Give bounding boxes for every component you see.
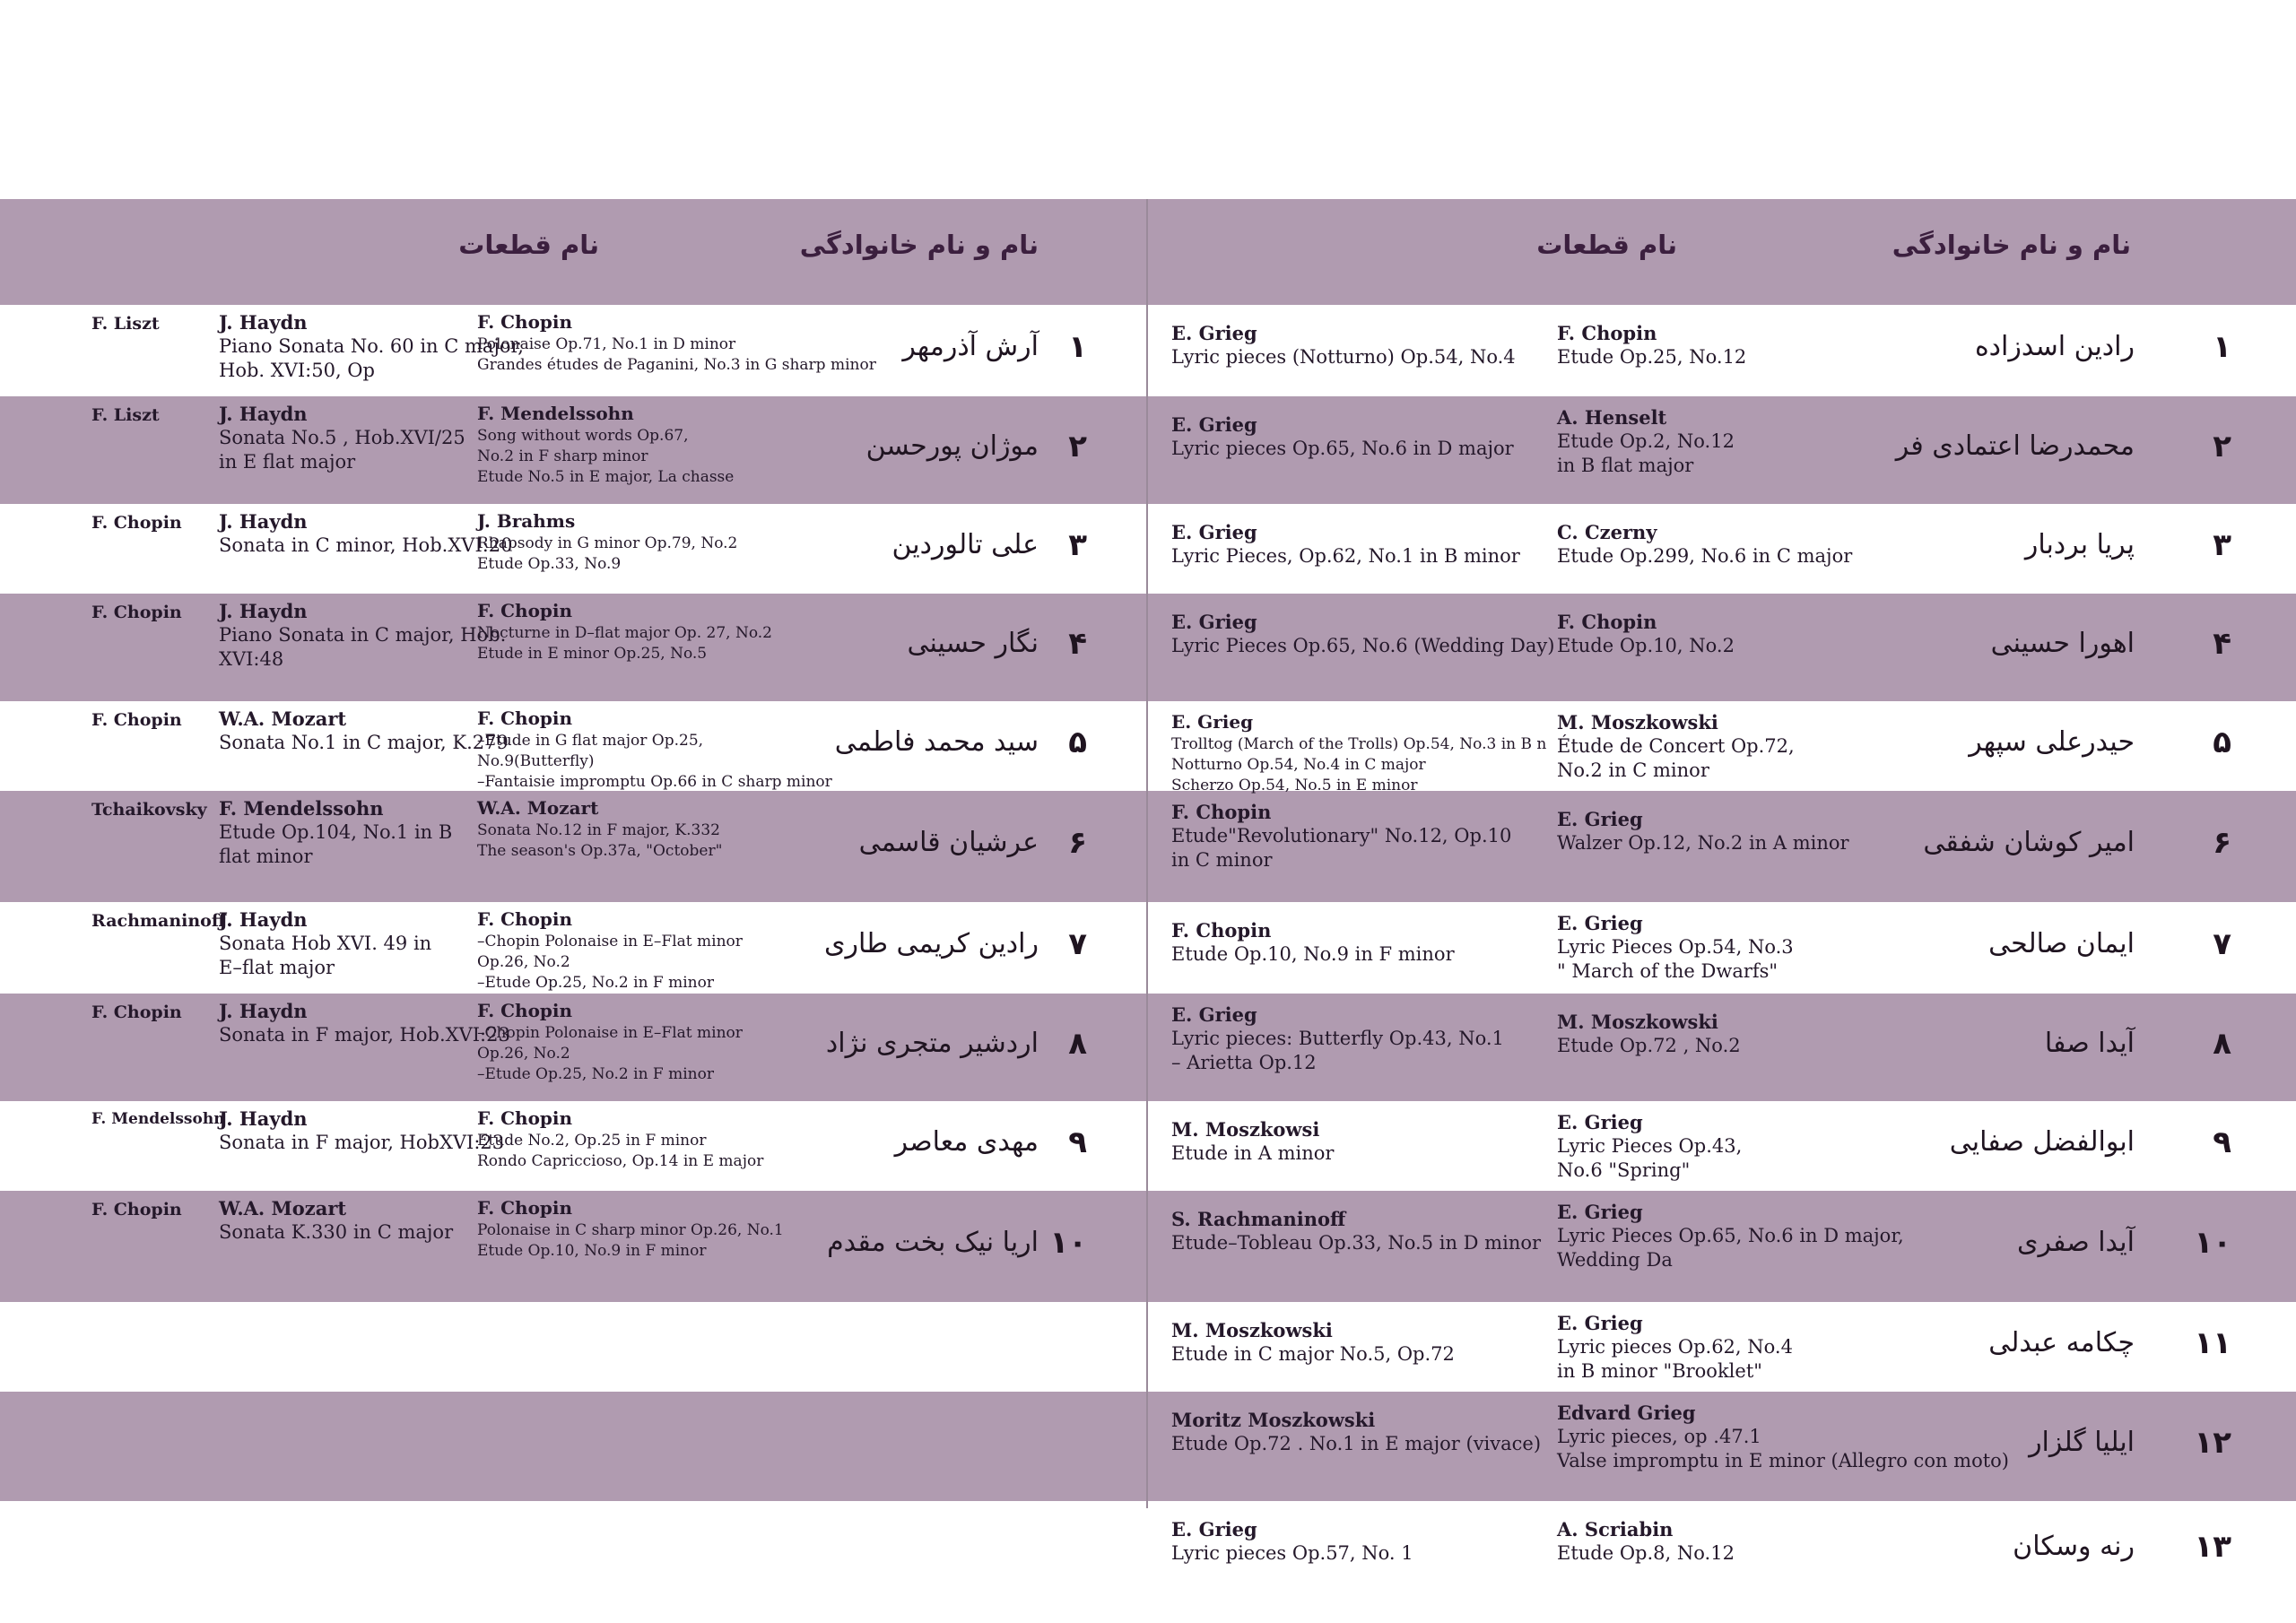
composer-name: E. Grieg bbox=[1171, 711, 1254, 733]
piece-title: Lyric pieces Op.57, No. 1 bbox=[1171, 1542, 1413, 1564]
piece-title: Rhapsody in G minor Op.79, No.2 bbox=[477, 534, 738, 552]
piece-title: in E flat major bbox=[219, 451, 356, 473]
piece-title: Hob. XVI:50, Op bbox=[219, 360, 375, 381]
piece-title: Étude de Concert Op.72, bbox=[1557, 735, 1795, 757]
row-number: ۵ bbox=[2213, 725, 2231, 760]
piece-cell bbox=[219, 599, 506, 672]
piece-cell bbox=[477, 1196, 784, 1262]
composer-name: J. Brahms bbox=[477, 510, 576, 532]
piece-title: Lyric Pieces Op.43, bbox=[1557, 1135, 1743, 1157]
piece-title: in B flat major bbox=[1557, 455, 1694, 476]
piece-cell bbox=[1171, 918, 1455, 967]
piece-title: Trolltog (March of the Trolls) Op.54, No.3 in B n bbox=[1171, 735, 1547, 753]
piece-cell bbox=[1171, 800, 1511, 872]
piece-title: Grandes études de Paganini, No.3 in G sharp minor bbox=[477, 356, 876, 374]
composer-name: F. Chopin bbox=[1557, 611, 1657, 633]
piece-title: Lyric Pieces Op.65, No.6 (Wedding Day) bbox=[1171, 635, 1555, 656]
piece-title: in C minor bbox=[1171, 849, 1273, 871]
piece-cell bbox=[1557, 1110, 1742, 1183]
piece-title: Walzer Op.12, No.2 in A minor bbox=[1557, 832, 1849, 854]
piece-cell bbox=[219, 1107, 504, 1155]
row-number: ۳ bbox=[2213, 527, 2231, 563]
piece-title: Wedding Da bbox=[1557, 1249, 1673, 1271]
piece-title: Etude in E minor Op.25, No.5 bbox=[477, 645, 708, 663]
performer-name: آرش آذرمهر bbox=[902, 331, 1039, 362]
composer-name: Tchaikovsky bbox=[91, 800, 207, 820]
composer-name: F. Chopin bbox=[477, 1107, 573, 1129]
piece-cell bbox=[1557, 321, 1746, 369]
piece-title: Etude in A minor bbox=[1171, 1142, 1335, 1164]
right-col-pieces-header: نام قطعات bbox=[1536, 230, 1677, 260]
piece-title: Polonaise in C sharp minor Op.26, No.1 bbox=[477, 1221, 784, 1239]
row-number: ۹ bbox=[1068, 1124, 1087, 1160]
composer-name: J. Haydn bbox=[219, 403, 308, 425]
piece-title: Lyric Pieces, Op.62, No.1 in B minor bbox=[1171, 545, 1520, 567]
composer-name: F. Mendelssohn bbox=[219, 797, 384, 820]
left-col-name-header: نام و نام خانوادگی bbox=[799, 230, 1039, 260]
composer-name: F. Chopin bbox=[477, 1000, 573, 1021]
piece-cell bbox=[1557, 1401, 2009, 1473]
composer-name: F. Chopin bbox=[91, 603, 182, 622]
piece-cell bbox=[1171, 1117, 1334, 1166]
piece-title: No.2 in F sharp minor bbox=[477, 447, 648, 465]
right-col-name-header: نام و نام خانوادگی bbox=[1892, 230, 2131, 260]
piece-title: E–flat major bbox=[219, 957, 335, 978]
piece-cell bbox=[477, 907, 743, 994]
piece-cell bbox=[477, 707, 832, 793]
composer-name: S. Rachmaninoff bbox=[1171, 1208, 1346, 1230]
piece-cell bbox=[1171, 1207, 1541, 1255]
piece-title: – Arietta Op.12 bbox=[1171, 1052, 1317, 1073]
performer-name: رادین اسدزاده bbox=[1974, 331, 2135, 362]
composer-name: F. Chopin bbox=[91, 513, 182, 533]
piece-cell bbox=[219, 907, 431, 980]
piece-cell bbox=[477, 402, 734, 488]
piece-cell bbox=[1171, 1517, 1413, 1566]
piece-title: No.9(Butterfly) bbox=[477, 752, 595, 770]
piece-cell bbox=[219, 707, 509, 755]
piece-title: Etude Op.10, No.9 in F minor bbox=[477, 1242, 707, 1260]
composer-name: A. Henselt bbox=[1557, 406, 1667, 429]
piece-title: Sonata No.1 in C major, K.279 bbox=[219, 732, 509, 753]
piece-title: " March of the Dwarfs" bbox=[1557, 960, 1779, 982]
composer-name: Rachmaninoff bbox=[91, 911, 226, 931]
piece-title: flat minor bbox=[219, 846, 313, 867]
performer-name: ایمان صالحی bbox=[1988, 928, 2135, 959]
piece-title: Sonata Hob XVI. 49 in bbox=[219, 933, 432, 954]
piece-cell bbox=[1557, 710, 1795, 783]
composer-name: J. Haydn bbox=[219, 600, 308, 622]
piece-title: Etude No.2, Op.25 in F minor bbox=[477, 1132, 707, 1150]
row-number: ۶ bbox=[1068, 825, 1087, 861]
piece-cell bbox=[477, 796, 722, 862]
row-number: ۸ bbox=[1068, 1026, 1087, 1062]
piece-title: Etude Op.299, No.6 in C major bbox=[1557, 545, 1853, 567]
composer-name: W.A. Mozart bbox=[219, 707, 347, 730]
piece-title: XVI:48 bbox=[219, 648, 284, 670]
performer-name: اهورا حسینی bbox=[1990, 628, 2135, 659]
piece-cell bbox=[1171, 520, 1520, 568]
piece-title: Etude Op.72 . No.1 in E major (vivace) bbox=[1171, 1433, 1542, 1454]
row-number: ۹ bbox=[2213, 1124, 2231, 1160]
composer-name: F. Chopin bbox=[477, 1197, 573, 1219]
row-number: ۱۲ bbox=[2194, 1425, 2231, 1461]
row-number: ۴ bbox=[1068, 626, 1087, 662]
piece-cell bbox=[1171, 610, 1554, 658]
piece-title: –Chopin Polonaise in E–Flat minor bbox=[477, 933, 743, 950]
composer-name: E. Grieg bbox=[1557, 1201, 1643, 1223]
composer-name: J. Haydn bbox=[219, 311, 308, 334]
composer-name: J. Haydn bbox=[219, 908, 308, 931]
piece-title: Song without words Op.67, bbox=[477, 427, 689, 445]
piece-cell bbox=[1171, 321, 1516, 369]
composer-name: Moritz Moszkowski bbox=[1171, 1409, 1376, 1431]
piece-cell bbox=[1557, 610, 1735, 658]
performer-name: ابوالفضل صفایی bbox=[1949, 1126, 2135, 1158]
composer-name: E. Grieg bbox=[1171, 521, 1257, 543]
piece-title: Etude–Tobleau Op.33, No.5 in D minor bbox=[1171, 1232, 1542, 1254]
performer-name: نگار حسینی bbox=[907, 628, 1039, 659]
row-number: ۷ bbox=[2213, 926, 2231, 962]
performer-name: علی تالوردین bbox=[891, 529, 1039, 560]
piece-title: Lyric pieces: Butterfly Op.43, No.1 bbox=[1171, 1028, 1504, 1049]
performer-name: امیر کوشان شفقی bbox=[1923, 827, 2135, 858]
row-number: ۳ bbox=[1068, 527, 1087, 563]
composer-name: W.A. Mozart bbox=[219, 1197, 347, 1219]
piece-title: Etude Op.25, No.12 bbox=[1557, 346, 1747, 368]
piece-cell bbox=[1171, 1002, 1504, 1075]
composer-name: F. Liszt bbox=[91, 405, 160, 425]
composer-name: F. Chopin bbox=[91, 1002, 182, 1022]
piece-title: Lyric Pieces Op.65, No.6 in D major, bbox=[1557, 1225, 1904, 1246]
composer-name: J. Haydn bbox=[219, 1000, 308, 1022]
piece-title: Lyric pieces (Notturno) Op.54, No.4 bbox=[1171, 346, 1516, 368]
piece-title: –Chopin Polonaise in E–Flat minor bbox=[477, 1024, 743, 1042]
piece-title: Op.26, No.2 bbox=[477, 1045, 570, 1063]
table-row-band bbox=[0, 1501, 2296, 1600]
row-number: ۶ bbox=[2213, 825, 2231, 861]
piece-cell bbox=[477, 310, 876, 376]
piece-title: Etude Op.2, No.12 bbox=[1557, 430, 1735, 452]
performer-name: ایلیا گلزار bbox=[2029, 1427, 2135, 1458]
table-row-band bbox=[0, 1302, 2296, 1392]
composer-name: E. Grieg bbox=[1171, 413, 1257, 436]
row-number: ۷ bbox=[1068, 926, 1087, 962]
row-number: ۵ bbox=[1068, 725, 1087, 760]
composer-name: F. Chopin bbox=[477, 600, 573, 621]
performer-name: آیدا صفا bbox=[2044, 1028, 2135, 1059]
piece-cell bbox=[1557, 1311, 1793, 1384]
piece-title: Piano Sonata in C major, Hob. bbox=[219, 624, 507, 646]
row-number: ۲ bbox=[1068, 429, 1087, 464]
piece-title: Etude Op.72 , No.2 bbox=[1557, 1035, 1741, 1056]
composer-name: E. Grieg bbox=[1557, 1312, 1643, 1334]
piece-title: in B minor "Brooklet" bbox=[1557, 1360, 1762, 1382]
piece-title: Lyric pieces, op .47.1 bbox=[1557, 1426, 1761, 1447]
piece-cell bbox=[477, 509, 737, 575]
composer-name: F. Chopin bbox=[1171, 919, 1272, 942]
piece-title: –Fantaisie impromptu Op.66 in C sharp minor bbox=[477, 773, 832, 791]
piece-cell bbox=[477, 1107, 763, 1172]
performer-name: حیدرعلی سپهر bbox=[1969, 726, 2135, 758]
piece-cell bbox=[477, 999, 743, 1085]
composer-name: F. Chopin bbox=[1557, 322, 1657, 344]
composer-name: W.A. Mozart bbox=[477, 797, 599, 819]
piece-cell bbox=[1557, 807, 1849, 855]
piece-title: Etude Op.10, No.9 in F minor bbox=[1171, 943, 1455, 965]
piece-cell bbox=[219, 509, 513, 558]
piece-title: Notturno Op.54, No.4 in C major bbox=[1171, 756, 1426, 774]
piece-cell bbox=[1557, 911, 1794, 984]
piece-title: –Etude Op.25, No.2 in F minor bbox=[477, 1065, 714, 1083]
composer-name: F. Mendelssohn bbox=[477, 403, 634, 424]
piece-title: Sonata in F major, HobXVI:23 bbox=[219, 1132, 505, 1153]
composer-name: E. Grieg bbox=[1557, 912, 1643, 934]
performer-name: آیدا صفری bbox=[2017, 1227, 2135, 1258]
piece-title: Etude in C major No.5, Op.72 bbox=[1171, 1343, 1455, 1365]
piece-title: Lyric Pieces Op.54, No.3 bbox=[1557, 936, 1794, 958]
composer-name: Edvard Grieg bbox=[1557, 1402, 1696, 1424]
row-number: ۱ bbox=[2213, 329, 2231, 365]
piece-title: –Etude in G flat major Op.25, bbox=[477, 732, 704, 750]
piece-cell bbox=[1557, 1010, 1741, 1058]
piece-title: Sonata No.5 , Hob.XVI/25 bbox=[219, 427, 465, 448]
composer-name: F. Chopin bbox=[91, 710, 182, 730]
piece-cell bbox=[219, 310, 524, 383]
piece-cell bbox=[219, 1196, 453, 1245]
piece-title: No.2 in C minor bbox=[1557, 759, 1709, 781]
composer-name: A. Scriabin bbox=[1557, 1518, 1674, 1541]
piece-title: Etude Op.104, No.1 in B bbox=[219, 821, 453, 843]
piece-title: Sonata in C minor, Hob.XVI:20 bbox=[219, 534, 513, 556]
piece-title: –Etude Op.25, No.2 in F minor bbox=[477, 974, 714, 992]
piece-title: Op.26, No.2 bbox=[477, 953, 570, 971]
composer-name: E. Grieg bbox=[1171, 1003, 1257, 1026]
piece-cell bbox=[1557, 1517, 1735, 1566]
piece-title: The season's Op.37a, "October" bbox=[477, 842, 723, 860]
piece-title: Sonata K.330 in C major bbox=[219, 1221, 454, 1243]
piece-title: Rondo Capriccioso, Op.14 in E major bbox=[477, 1152, 764, 1170]
composer-name: M. Moszkowsi bbox=[1171, 1118, 1320, 1141]
piece-cell bbox=[1171, 1408, 1541, 1456]
piece-cell bbox=[477, 599, 772, 664]
row-number: ۴ bbox=[2213, 626, 2231, 662]
composer-name: M. Moszkowski bbox=[1557, 1011, 1718, 1033]
performer-name: رادین کریمی طاری bbox=[824, 928, 1039, 959]
piece-cell bbox=[1557, 520, 1852, 568]
piece-cell bbox=[1557, 405, 1735, 478]
performer-name: سید محمد فاطمی bbox=[834, 726, 1039, 758]
composer-name: F. Chopin bbox=[1171, 801, 1272, 823]
piece-title: Lyric pieces Op.62, No.4 bbox=[1557, 1336, 1793, 1358]
piece-cell bbox=[1557, 1200, 1904, 1272]
piece-title: Etude Op.8, No.12 bbox=[1557, 1542, 1735, 1564]
left-col-pieces-header: نام قطعات bbox=[458, 230, 599, 260]
piece-cell bbox=[219, 999, 510, 1047]
piece-title: Valse impromptu in E minor (Allegro con moto) bbox=[1557, 1450, 2009, 1471]
row-number: ۲ bbox=[2213, 429, 2231, 464]
piece-cell bbox=[1171, 412, 1514, 461]
composer-name: F. Chopin bbox=[477, 908, 573, 930]
composer-name: E. Grieg bbox=[1557, 808, 1643, 830]
performer-name: مهدی معاصر bbox=[894, 1126, 1039, 1158]
performer-name: رنه وسکان bbox=[2013, 1531, 2135, 1562]
piece-title: Lyric pieces Op.65, No.6 in D major bbox=[1171, 438, 1514, 459]
composer-name: F. Mendelssohn bbox=[91, 1110, 225, 1128]
piece-title: Nocturne in D–flat major Op. 27, No.2 bbox=[477, 624, 772, 642]
piece-title: Etude Op.10, No.2 bbox=[1557, 635, 1735, 656]
piece-title: Etude"Revolutionary" No.12, Op.10 bbox=[1171, 825, 1512, 846]
piece-cell bbox=[1171, 1318, 1455, 1367]
row-number: ۱۱ bbox=[2194, 1325, 2231, 1361]
composer-name: J. Haydn bbox=[219, 1107, 308, 1130]
performer-name: چکامه عبدلی bbox=[1988, 1327, 2135, 1358]
piece-cell bbox=[219, 796, 452, 869]
performer-name: موژان پورحسن bbox=[865, 430, 1039, 462]
piece-title: No.6 "Spring" bbox=[1557, 1159, 1691, 1181]
piece-cell bbox=[219, 402, 465, 474]
performer-name: محمدرضا اعتمادی فر bbox=[1895, 430, 2135, 462]
performer-name: اردشیر متجری نژاد bbox=[825, 1028, 1039, 1059]
piece-cell bbox=[1171, 710, 1546, 796]
composer-name: F. Chopin bbox=[477, 707, 573, 729]
composer-name: C. Czerny bbox=[1557, 521, 1657, 543]
composer-name: E. Grieg bbox=[1171, 1518, 1257, 1541]
piece-title: Sonata in F major, Hob.XVI:23 bbox=[219, 1024, 510, 1046]
center-divider bbox=[1146, 199, 1148, 1508]
piece-title: Sonata No.12 in F major, K.332 bbox=[477, 821, 720, 839]
composer-name: M. Moszkowski bbox=[1171, 1319, 1333, 1341]
performer-name: اریا نیک بخت مقدم bbox=[827, 1227, 1039, 1258]
performer-name: عرشیان قاسمی bbox=[858, 827, 1039, 858]
composer-name: E. Grieg bbox=[1171, 322, 1257, 344]
row-number: ۱ bbox=[1068, 329, 1087, 365]
composer-name: M. Moszkowski bbox=[1557, 711, 1718, 733]
piece-title: Etude Op.33, No.9 bbox=[477, 555, 622, 573]
row-number: ۱۳ bbox=[2194, 1529, 2231, 1565]
piece-title: Piano Sonata No. 60 in C major, bbox=[219, 335, 524, 357]
row-number: ۱۰ bbox=[2194, 1225, 2231, 1261]
performer-name: پریا بردبار bbox=[2024, 529, 2135, 560]
piece-title: Etude No.5 in E major, La chasse bbox=[477, 468, 735, 486]
composer-name: E. Grieg bbox=[1171, 611, 1257, 633]
row-number: ۸ bbox=[2213, 1026, 2231, 1062]
composer-name: F. Liszt bbox=[91, 314, 160, 334]
row-number: ۱۰ bbox=[1049, 1225, 1087, 1261]
piece-title: Scherzo Op.54, No.5 in E minor bbox=[1171, 777, 1418, 794]
composer-name: F. Chopin bbox=[477, 311, 573, 333]
composer-name: F. Chopin bbox=[91, 1200, 182, 1219]
composer-name: J. Haydn bbox=[219, 510, 308, 533]
piece-title: Polonaise Op.71, No.1 in D minor bbox=[477, 335, 736, 353]
composer-name: E. Grieg bbox=[1557, 1111, 1643, 1133]
